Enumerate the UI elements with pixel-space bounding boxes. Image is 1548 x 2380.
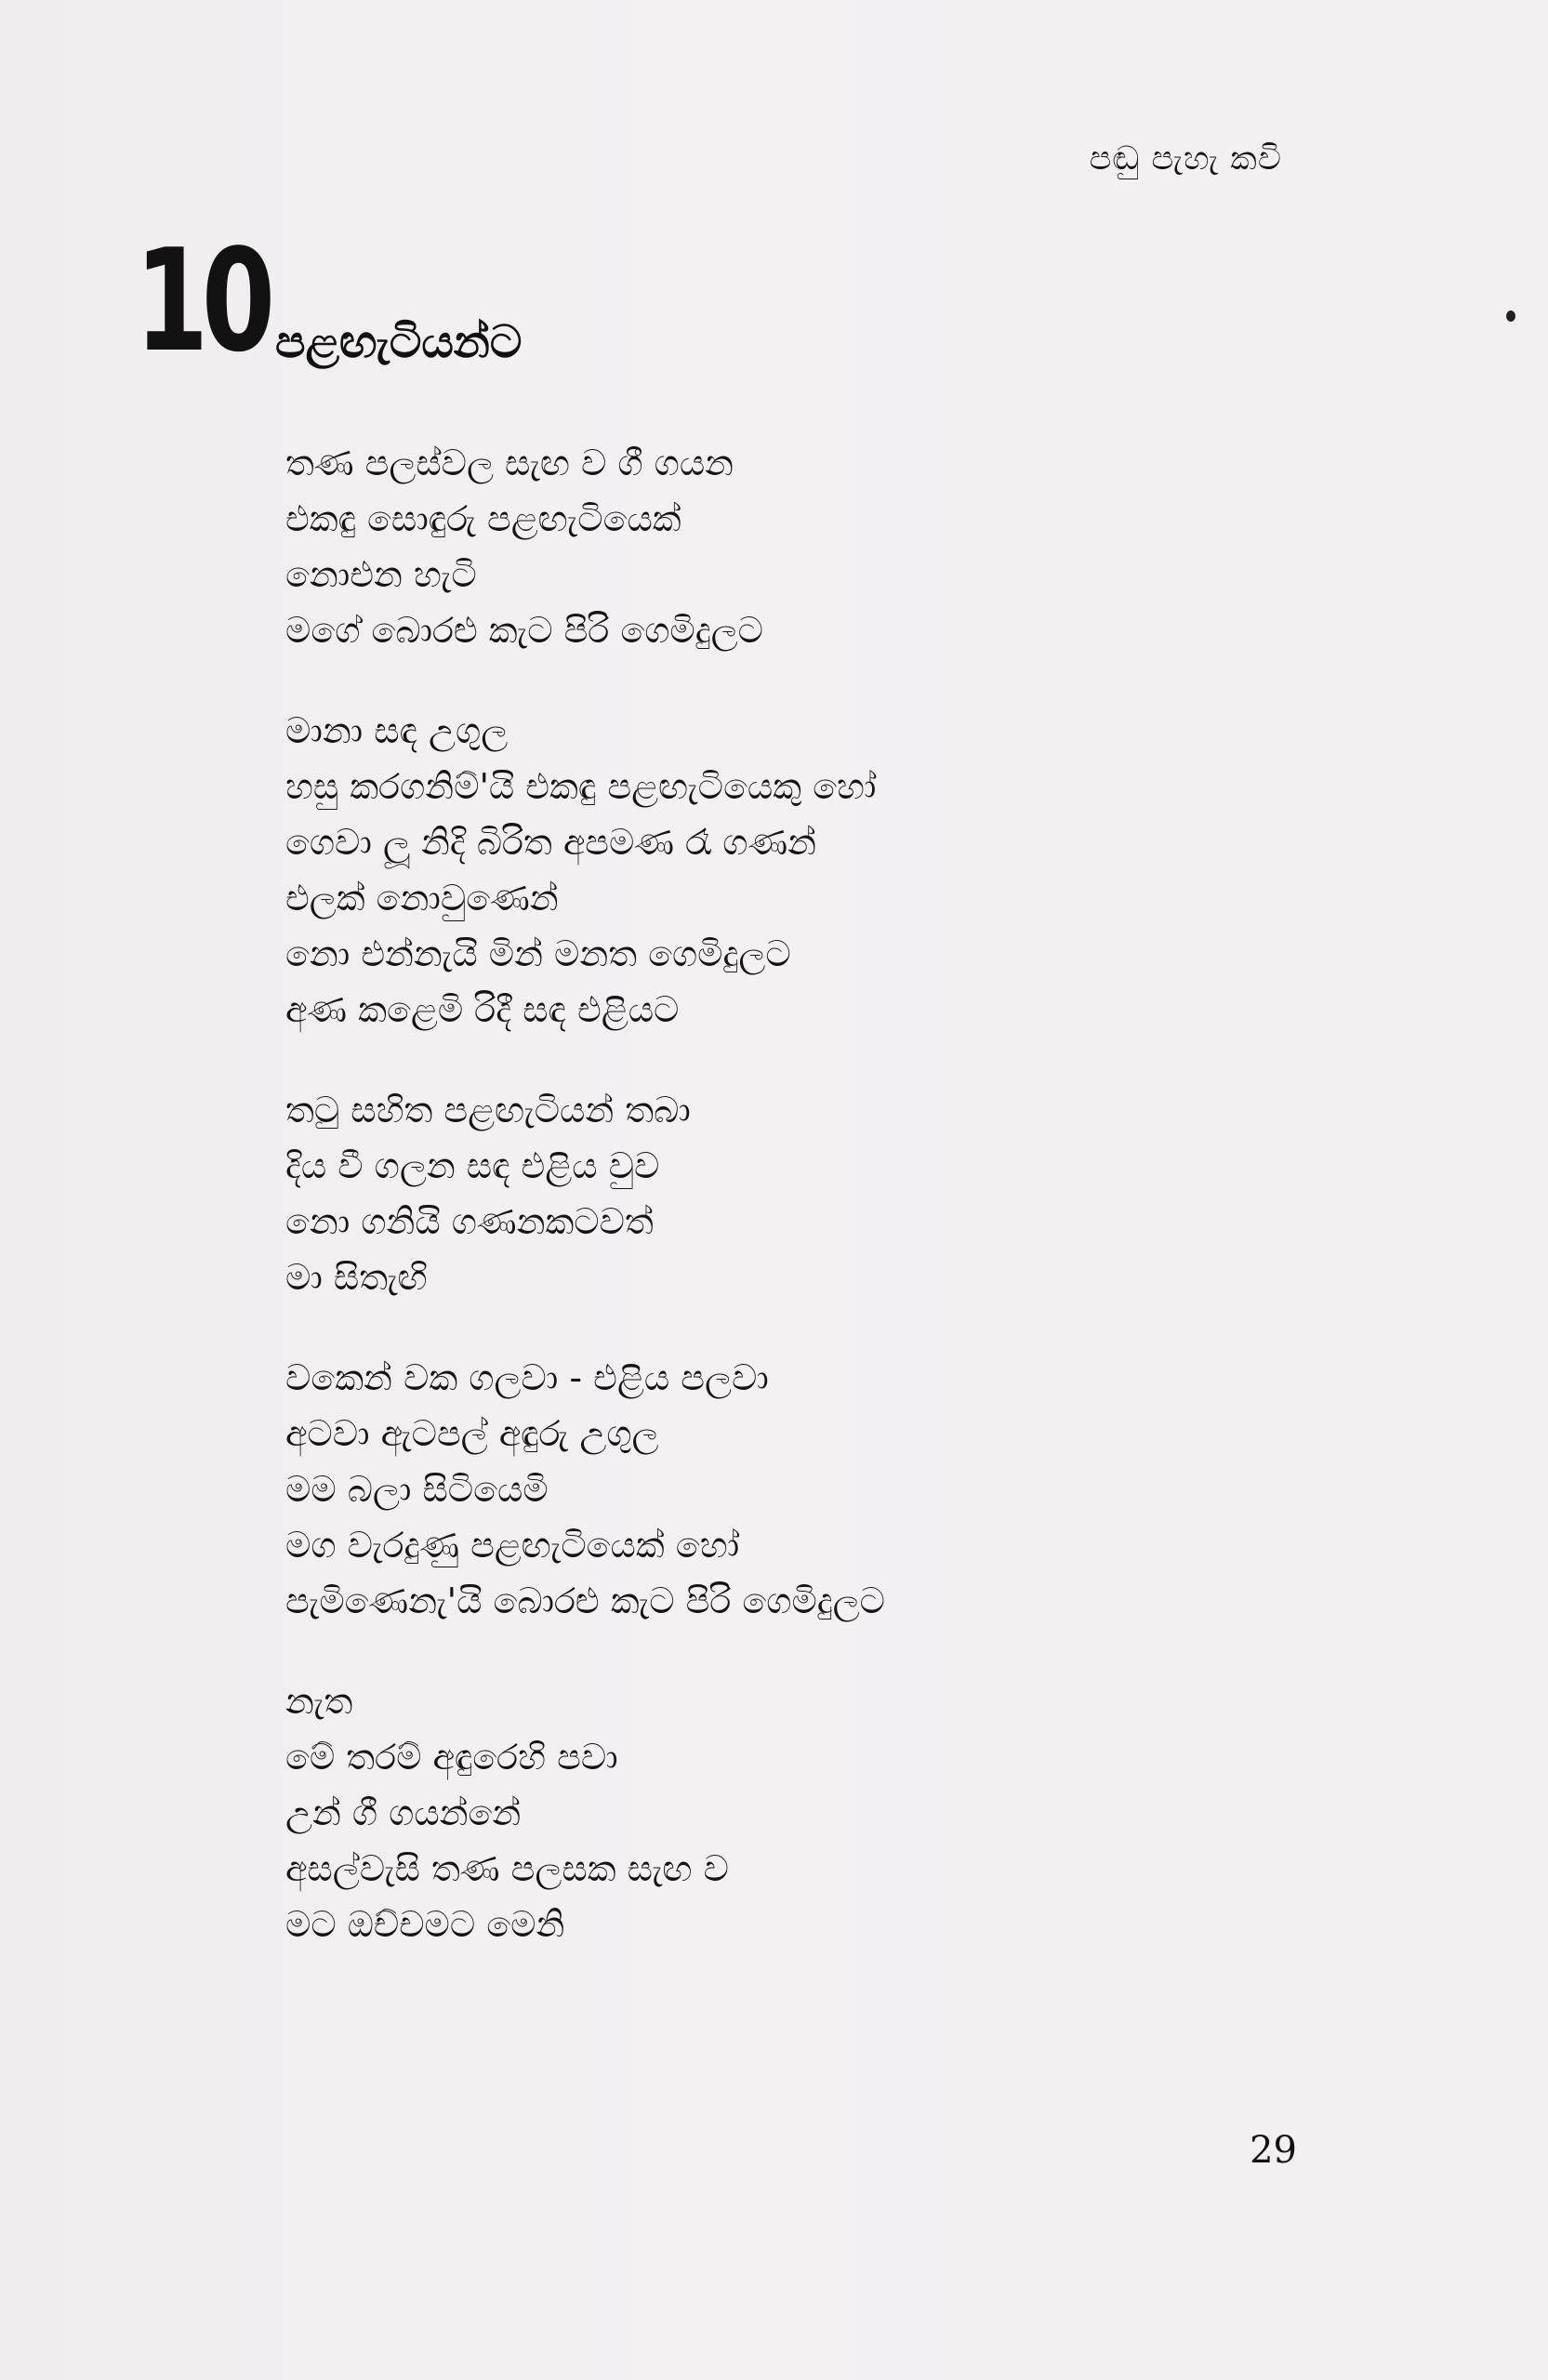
poem-line: අටවා ඇටපල් අඳුරු උගුල — [285, 1413, 659, 1454]
poem-number: 10 — [135, 218, 269, 383]
poem-line: හසු කරගනිම්'යි එකඳු පළඟැටියෙකු හෝ — [285, 766, 877, 807]
poem-line: මගේ බොරළු කැට පිරි ගෙමිදුලට — [285, 610, 763, 651]
poem-line: දිය වී ගලන සඳ එළිය වුව — [285, 1145, 660, 1186]
poem-line: එකඳු සොඳුරු පළඟැටියෙක් — [285, 498, 681, 539]
stanza-5 — [285, 1673, 1308, 1952]
running-header: පඬු පැහැ කවි — [1089, 140, 1282, 178]
poem-line: නැත — [285, 1681, 353, 1722]
poem-line: නො එන්නැයි මින් මනත ගෙමිදුලට — [285, 933, 791, 974]
poem-line: මග වැරදුණු පළඟැටියෙක් හෝ — [285, 1525, 740, 1566]
poem-line: අණ කළෙමි රිදී සඳ එළියට — [285, 989, 680, 1030]
ink-speck — [1506, 311, 1515, 322]
page-number: 29 — [1250, 2129, 1297, 2172]
stanza-1 — [285, 435, 1308, 658]
poem-line: තටු සහිත පළඟැටියන් තබා — [285, 1090, 691, 1130]
poem-line: පැමිණෙනැ'යි බොරළු කැට පිරි ගෙමිදුලට — [285, 1580, 885, 1621]
poem-line: ගෙවා ලූ නිදි බිරිත අපමණ රෑ ගණන් — [285, 822, 816, 863]
poem-line: තණ පලස්වල සැඟ ව ගී ගයන — [285, 443, 734, 483]
poem-line: මට ඔච්චමට මෙනි — [285, 1904, 565, 1945]
poem-line: මානා සඳ උගුල — [285, 710, 509, 751]
stanza-2 — [285, 703, 1308, 1038]
poem-line: නොඑන හැටි — [285, 554, 477, 595]
poem-line: උන් ගී ගයන්නේ — [285, 1792, 522, 1833]
poem-line: එලක් නොවුණෙන් — [285, 878, 559, 919]
stanza-4 — [285, 1350, 1308, 1629]
poem-line: මම බලා සිටියෙමි — [285, 1469, 549, 1510]
poem-line: අසල්වැසි තණ පලසක සැඟ ව — [285, 1848, 729, 1889]
poem-body — [285, 435, 1308, 1952]
stanza-3 — [285, 1082, 1308, 1305]
poem-title: පළඟැටියන්ට — [275, 316, 523, 368]
poem-line: මේ තරම් අඳුරෙහි පවා — [285, 1737, 618, 1778]
poem-line: නො ගනියි ගණනකටවත් — [285, 1201, 654, 1242]
poem-line: මා සිතැඟි — [285, 1257, 428, 1298]
poem-line: වකෙන් වක ගලවා - එළිය පලවා — [285, 1357, 769, 1398]
